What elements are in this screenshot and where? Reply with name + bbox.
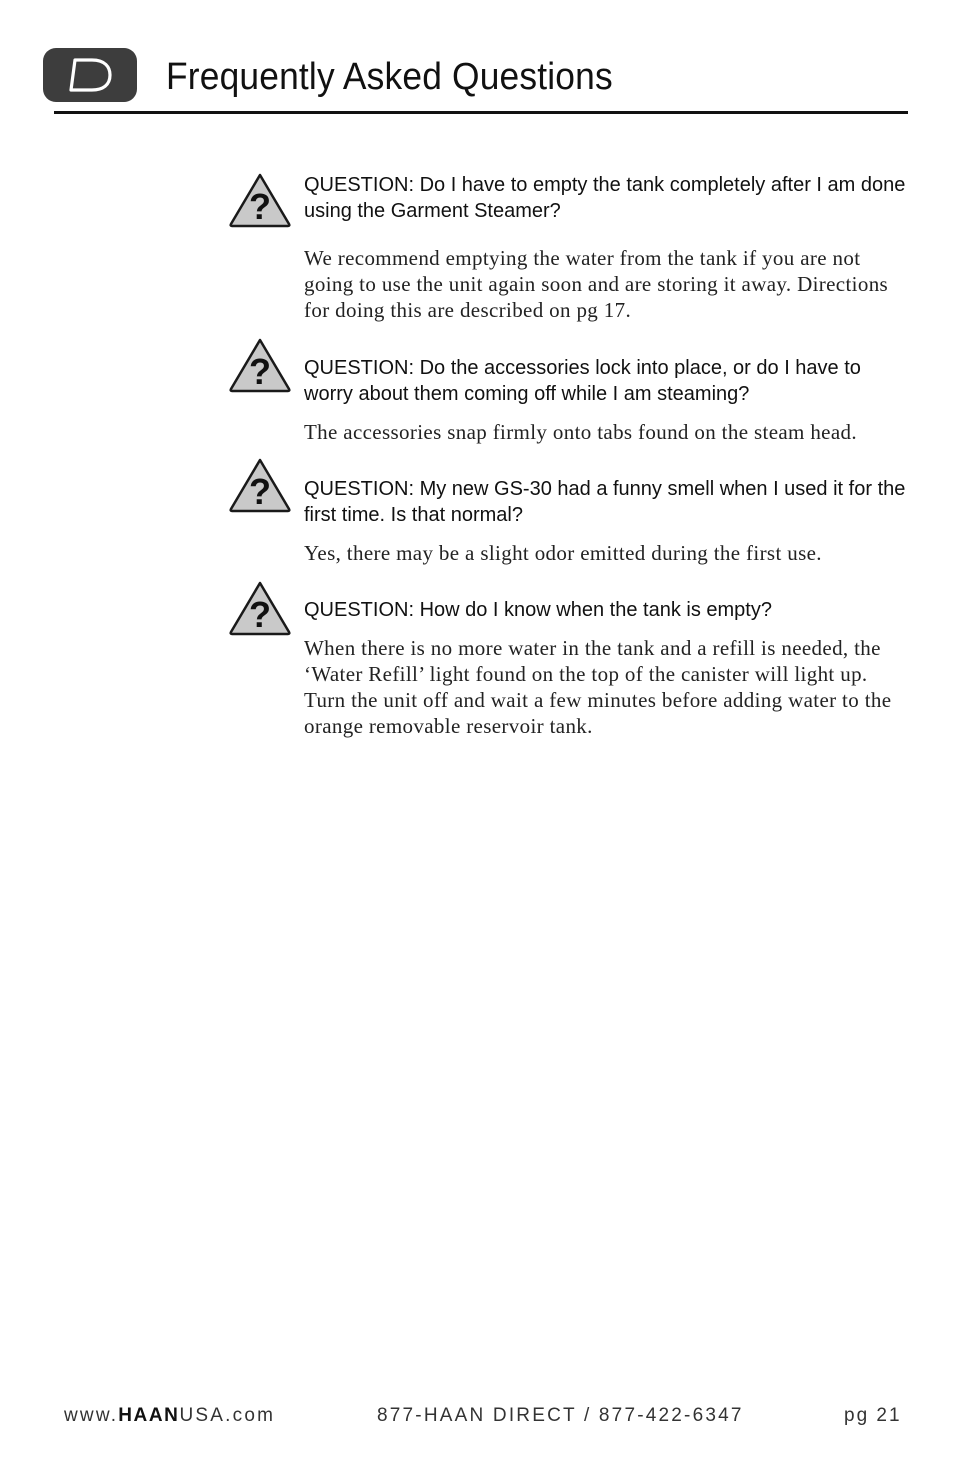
faq-question: QUESTION: How do I know when the tank is empty? xyxy=(304,599,772,621)
footer-phone: 877-HAAN DIRECT / 877-422-6347 xyxy=(377,1405,744,1426)
page-number: pg 21 xyxy=(844,1405,902,1426)
footer-url-suffix: USA.com xyxy=(179,1405,276,1426)
question-warning-icon xyxy=(228,337,292,393)
section-badge xyxy=(43,48,137,102)
faq-answer: We recommend emptying the water from the tank if you are not going to use the unit again soon and are storing it away. Directions for doing this are described on pg 17. xyxy=(304,246,889,322)
footer-website xyxy=(64,1404,275,1428)
page-title: Frequently Asked Questions xyxy=(166,56,613,98)
svg-text:?: ? xyxy=(249,351,271,392)
faq-question: QUESTION: Do the accessories lock into place, or do I have to worry about them coming off while I am steaming? xyxy=(304,357,861,405)
svg-text:?: ? xyxy=(249,594,271,635)
page-footer xyxy=(0,1400,954,1432)
faq-question: QUESTION: My new GS-30 had a funny smell when I used it for the first time. Is that normal? xyxy=(304,478,906,526)
question-warning-icon xyxy=(228,580,292,636)
page-header xyxy=(0,0,954,120)
faq-answer: Yes, there may be a slight odor emitted during the first use. xyxy=(304,541,822,565)
footer-url-brand: HAAN xyxy=(118,1405,180,1426)
footer-url-prefix: www. xyxy=(64,1405,119,1426)
section-d-icon xyxy=(65,55,115,95)
question-warning-icon xyxy=(228,172,292,228)
question-warning-icon xyxy=(228,457,292,513)
faq-answer: When there is no more water in the tank and a refill is needed, the ‘Water Refill’ light found on the top of the canister will light up. Turn the unit off and wait a few minutes before adding water to the orange removable reservoir tank. xyxy=(304,636,892,738)
faq-question: QUESTION: Do I have to empty the tank completely after I am done using the Garment Steamer? xyxy=(304,174,906,222)
faq-answer: The accessories snap firmly onto tabs found on the steam head. xyxy=(304,420,857,444)
header-divider xyxy=(54,111,908,114)
svg-text:?: ? xyxy=(249,186,271,227)
svg-text:?: ? xyxy=(249,471,271,512)
